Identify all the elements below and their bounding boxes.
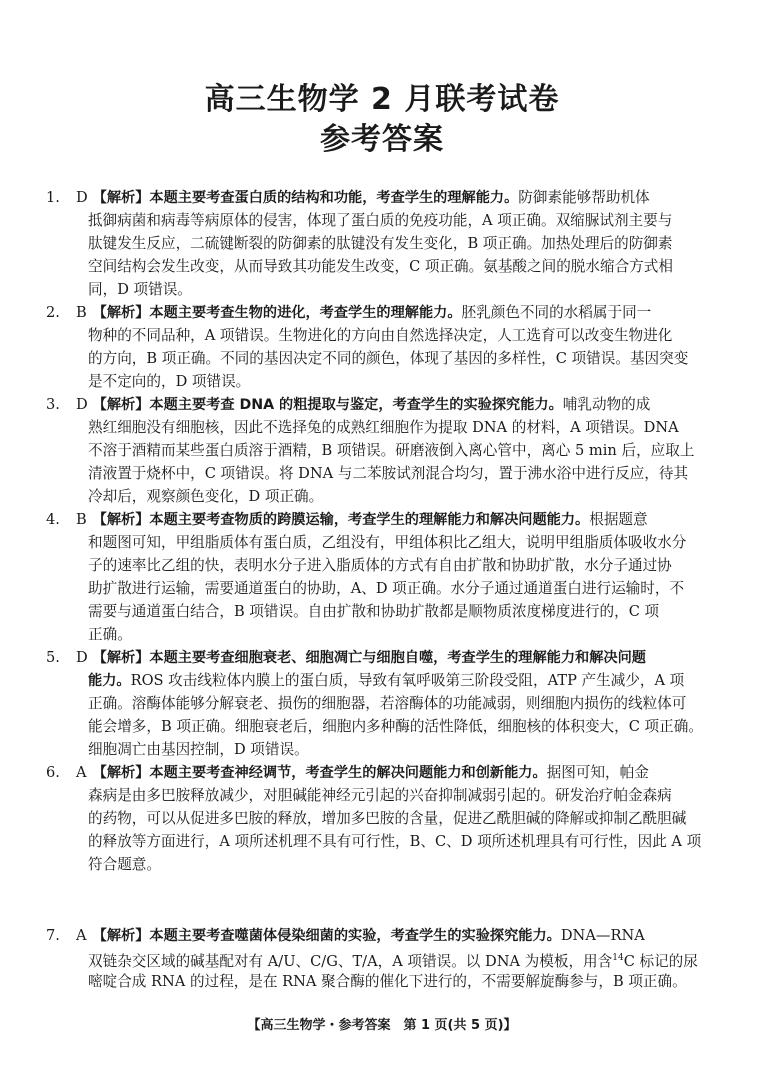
analysis-line: 细胞凋亡由基因控制，D 项错误。 [88,741,309,758]
question-number: 5. [46,649,60,666]
analysis-line: 的药物，可以从促进多巴胺的释放，增加多巴胺的含量，促进乙酰胆碱的降解或抑制乙酰胆碱 [88,810,687,827]
analysis-line: 肽键发生反应，二硫键断裂的防御素的肽键没有发生变化，B 项正确。加热处理后的防御素 [88,235,673,252]
analysis-line: 能会增多，B 项正确。细胞衰老后，细胞内多种酶的活性降低，细胞核的体积变大，C 项正确。 [88,718,703,735]
question-5 [46,646,718,761]
answer-letter: A [76,927,87,944]
analysis-tag: 【解析】 [92,928,150,944]
analysis-tag: 【解析】 [92,765,150,781]
analysis-tag: 【解析】 [92,305,150,321]
page-title: 高三生物学 2 月联考试卷 [204,82,560,117]
answer-letter: B [76,511,87,528]
analysis-line: 符合题意。 [88,856,161,873]
question-number: 3. [46,396,60,413]
question-3 [46,393,718,508]
analysis-line: 抵御病菌和病毒等病原体的侵害，体现了蛋白质的免疫功能，A 项正确。双缩脲试剂主要与 [88,212,673,229]
analysis-summary: 本题主要考查噬菌体侵染细菌的实验，考查学生的实验探究能力。 [149,928,561,944]
analysis-tag: 【解析】 [92,650,150,666]
analysis-summary: 本题主要考查物质的跨膜运输，考查学生的理解能力和解决问题能力。 [149,512,590,528]
analysis-line: 嘧啶合成 RNA 的过程，是在 RNA 聚合酶的催化下进行的，不需要解旋酶参与，B 项正确。 [88,973,687,990]
analysis-line: 正确。溶酶体能够分解衰老、损伤的细胞器，若溶酶体的功能减弱，则细胞内损伤的线粒体可 [88,695,687,712]
question-number: 4. [46,511,60,528]
analysis-line: 正确。 [88,626,132,643]
answer-letter: A [76,764,87,781]
analysis-summary: 本题主要考查细胞衰老、细胞凋亡与细胞自噬，考查学生的理解能力和解决问题 [149,650,646,666]
analysis-text: 根据题意 [589,511,648,528]
answer-letter: D [76,189,88,206]
question-4 [46,508,718,646]
analysis-summary: 本题主要考查生物的进化，考查学生的理解能力。 [149,305,462,321]
analysis-tag: 【解析】 [92,512,150,528]
analysis-tag: 【解析】 [92,190,150,206]
analysis-line: 物种的不同品种，A 项错误。生物进化的方向由自然选择决定，人工选育可以改变生物进化 [88,327,673,344]
analysis-summary: 本题主要考查 DNA 的粗提取与鉴定，考查学生的实验探究能力。 [149,397,563,413]
analysis-line: 和题图可知，甲组脂质体有蛋白质，乙组没有，甲组体积比乙组大，说明甲组脂质体吸收水分 [88,534,687,551]
question-7 [46,924,718,993]
answer-letter: D [76,649,88,666]
analysis-line: 清液置于烧杯中，C 项错误。将 DNA 与二苯胺试剂混合均匀，置于沸水浴中进行反应，待其 [88,465,689,482]
analysis-text: 据图可知，帕金 [546,764,649,781]
analysis-text: DNA—RNA [560,927,645,944]
answer-letter: D [76,396,88,413]
analysis-text: 胚乳颜色不同的水稻属于同一 [461,304,652,321]
question-number: 6. [46,764,60,781]
question-6 [46,761,718,876]
analysis-text: 防御素能够帮助机体 [518,189,650,206]
question-1 [46,186,718,301]
analysis-summary-continued: 能力。 [88,673,131,689]
analysis-summary: 本题主要考查蛋白质的结构和功能，考查学生的理解能力。 [149,190,519,206]
analysis-line: 空间结构会发生改变，从而导致其功能发生改变，C 项正确。氨基酸之间的脱水缩合方式相 [88,258,673,275]
analysis-text: 哺乳动物的成 [562,396,651,413]
analysis-line: 需要与通道蛋白结合，B 项错误。自由扩散和协助扩散都是顺物质浓度梯度进行的，C 项 [88,603,660,620]
analysis-line: 冷却后，观察颜色变化，D 项正确。 [88,488,324,505]
analysis-line: 的方向，B 项正确。不同的基因决定不同的颜色，体现了基因的多样性，C 项错误。基因突变 [88,350,689,367]
analysis-line: 不溶于酒精而某些蛋白质溶于酒精，B 项错误。研磨液倒入离心管中，离心 5 min 后，应取上 [88,442,695,459]
analysis-line: 熟红细胞没有细胞核，因此不选择兔的成熟红细胞作为提取 DNA 的材料，A 项错误。DNA [88,419,679,436]
question-number: 2. [46,304,60,321]
analysis-line: 是不定向的，D 项错误。 [88,373,251,390]
analysis-tag: 【解析】 [92,397,150,413]
question-2 [46,301,718,393]
isotope-superscript: 14 [612,953,624,963]
analysis-text: 双链杂交区域的碱基配对有 A/U、C/G、T/A，A 项错误。以 DNA 为模板，用含 [88,953,613,970]
analysis-line: 同，D 项错误。 [88,281,192,298]
page-footer: 【高三生物学・参考答案 第 1 页(共 5 页)】 [247,1018,517,1033]
answer-letter: B [76,304,87,321]
analysis-text: C 标记的尿 [623,953,698,970]
analysis-line: 助扩散进行运输，需要通道蛋白的协助，A、D 项正确。水分子通过通道蛋白进行运输时，不 [88,580,685,597]
analysis-line: 子的速率比乙组的快，表明水分子进入脂质体的方式有自由扩散和协助扩散，水分子通过协 [88,557,672,574]
question-number: 7. [46,927,60,944]
analysis-line: 森病是由多巴胺释放减少，对胆碱能神经元引起的兴奋抑制减弱引起的。研发治疗帕金森病 [88,787,672,804]
page-subtitle: 参考答案 [320,122,444,157]
analysis-line: 的释放等方面进行，A 项所述机理不具有可行性，B、C、D 项所述机理具有可行性，因此 A 项 [88,833,702,850]
analysis-summary: 本题主要考查神经调节，考查学生的解决问题能力和创新能力。 [149,765,547,781]
analysis-text: ROS 攻击线粒体内膜上的蛋白质，导致有氧呼吸第三阶段受阻，ATP 产生减少，A 项 [130,672,685,689]
question-number: 1. [46,189,60,206]
